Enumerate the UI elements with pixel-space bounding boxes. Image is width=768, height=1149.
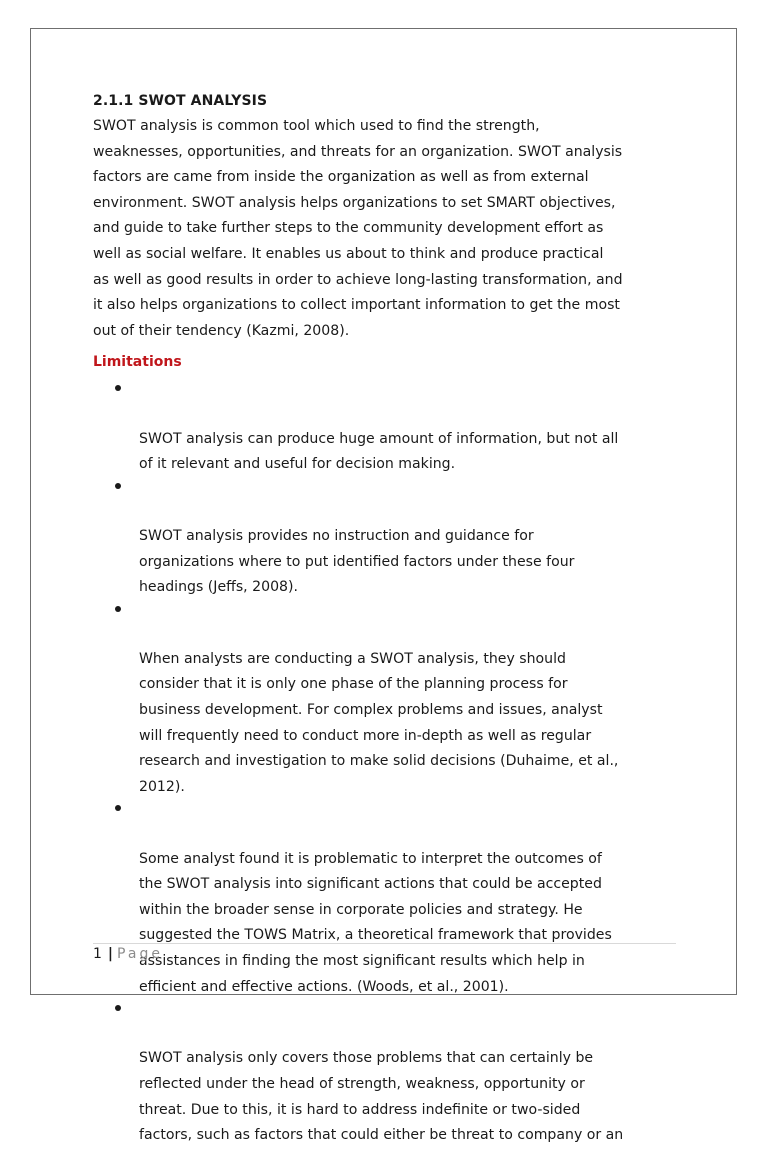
list-item [93, 473, 683, 601]
section-heading: 2.1.1 SWOT ANALYSIS [93, 93, 268, 109]
list-item [93, 995, 683, 1149]
bullet-icon [115, 483, 121, 489]
footer-separator: | [107, 946, 114, 962]
page-footer [93, 944, 163, 964]
page-label: Page [117, 946, 163, 962]
section-paragraph: SWOT analysis is common tool which used to find the strength, weaknesses, opportunities, and threats for an organization. SWOT analysis factors are came from inside the organization as well as from external environment. SWOT analysis helps organizations to set SMART objectives, and guide to take further steps to the community development effort as well as social welfare. It enables us about to think and produce practical as well as good results in order to achieve long-lasting transformation, and it also helps organizations to collect important information to get the most out of their tendency (Kazmi, 2008). [93, 118, 623, 339]
document-body [93, 88, 683, 1144]
list-item-text: Some analyst found it is problematic to interpret the outcomes of the SWOT analysis into significant actions that could be accepted within the broader sense in corporate policies and strategy. He suggested the TOWS Matrix, a theoretical framework that provides assistances in finding the most significant results which help in efficient and effective actions. (Woods, et al., 2001). [139, 850, 612, 995]
bullet-icon [115, 805, 121, 811]
list-item-text: SWOT analysis provides no instruction and guidance for organizations where to put identified factors under these four headings (Jeffs, 2008). [139, 527, 575, 596]
bullet-icon [115, 1005, 121, 1011]
list-item [93, 795, 683, 1000]
list-item-text: SWOT analysis can produce huge amount of information, but not all of it relevant and useful for decision making. [139, 430, 619, 473]
limitations-list [93, 375, 683, 1148]
bullet-icon [115, 385, 121, 391]
list-item [93, 596, 683, 801]
list-item [93, 375, 683, 477]
limitations-heading: Limitations [93, 354, 182, 371]
list-item-text: When analysts are conducting a SWOT analysis, they should consider that it is only one phase of the planning process for business development. For complex problems and issues, analyst will frequently need to conduct more in-depth as well as regular research and investigation to make solid decisions (Duhaime, et al., 2012). [139, 650, 619, 795]
footer-divider [93, 943, 676, 944]
page-number: 1 [93, 946, 102, 962]
bullet-icon [115, 606, 121, 612]
list-item-text: SWOT analysis only covers those problems that can certainly be reflected under the head of strength, weakness, opportunity or threat. Due to this, it is hard to address indefinite or two-sided factors, such as factors that could either be threat to company or an [139, 1050, 624, 1144]
